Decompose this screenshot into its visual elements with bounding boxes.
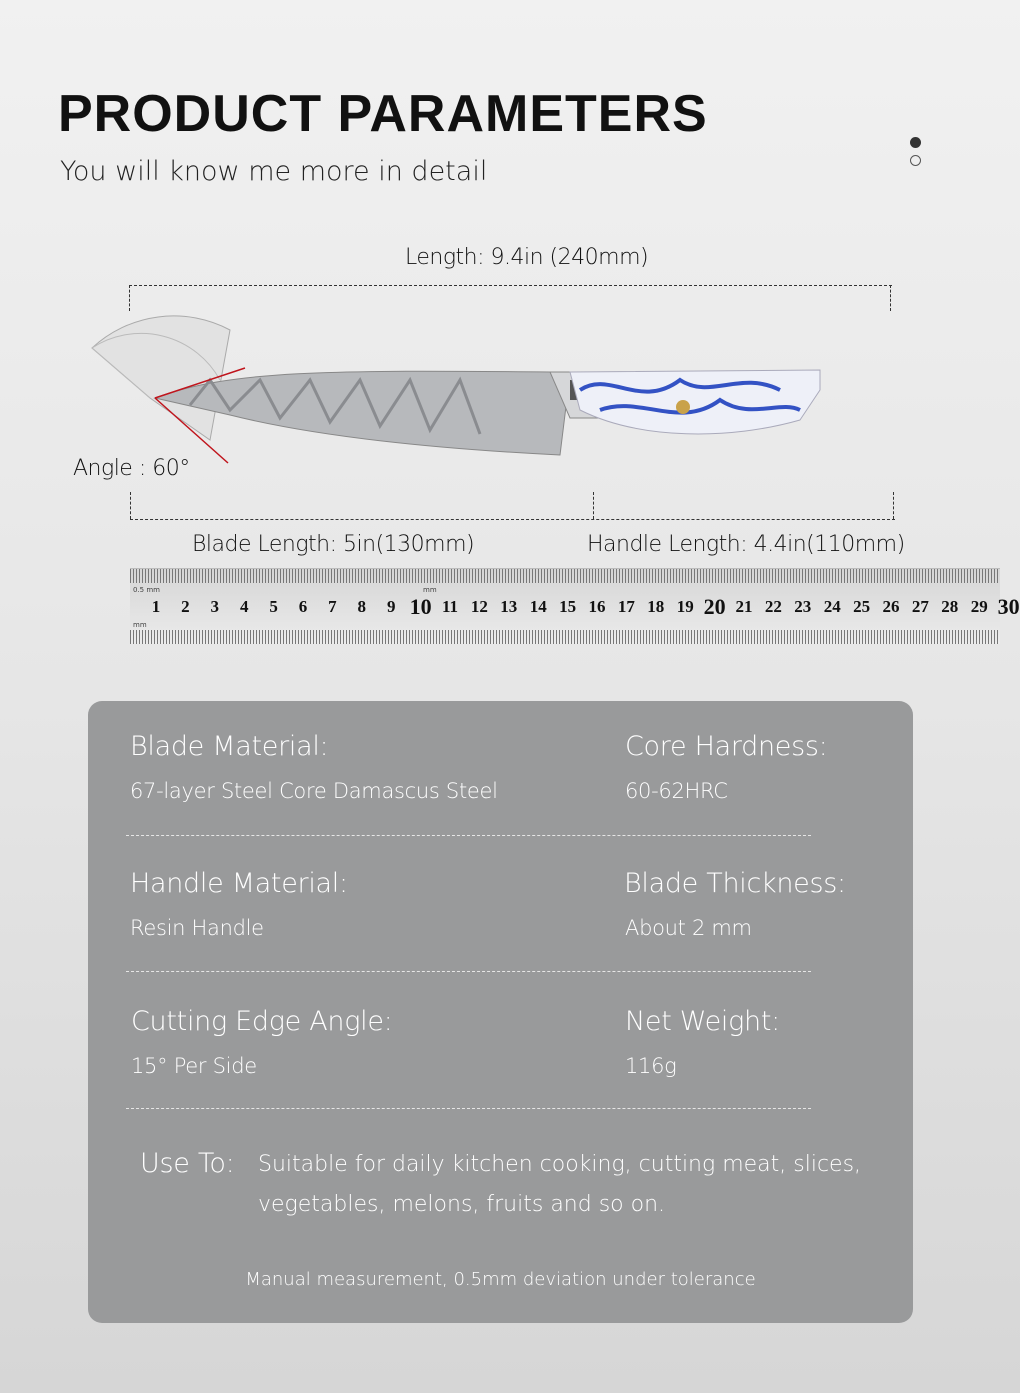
ruler-number: 23 xyxy=(794,597,812,616)
ruler-number: 16 xyxy=(588,597,606,616)
tolerance-note: Manual measurement, 0.5mm deviation under tolerance xyxy=(245,1269,756,1290)
ruler-number: 15 xyxy=(559,597,577,616)
handle-length-label: Handle Length: 4.4in(110mm) xyxy=(587,532,905,557)
divider xyxy=(126,835,811,836)
ruler-number: 14 xyxy=(529,597,547,616)
blade-length-label: Blade Length: 5in(130mm) xyxy=(192,532,475,557)
ruler-number: 5 xyxy=(269,597,278,616)
ruler-number: 3 xyxy=(210,597,220,616)
ruler-number: 7 xyxy=(328,597,337,616)
spec-value-core-hardness: 60-62HRC xyxy=(625,779,728,803)
pager-dot[interactable] xyxy=(910,155,921,166)
ruler-number: 25 xyxy=(853,597,871,616)
ruler-number: 10 xyxy=(409,594,432,619)
knife-image xyxy=(80,300,840,500)
ruler-unit-top: 0.5 mm xyxy=(133,586,160,594)
ruler-number: 1 xyxy=(151,597,161,616)
total-length-label: Length: 9.4in (240mm) xyxy=(405,245,649,270)
ruler xyxy=(130,568,1020,644)
ruler-number: 9 xyxy=(386,597,396,616)
length-tick-right xyxy=(890,285,891,311)
blade-handle-dimension-line xyxy=(130,519,895,520)
blade-handle-divider xyxy=(593,492,594,519)
ruler-number: 13 xyxy=(500,597,518,616)
specs-card xyxy=(88,701,913,1323)
ruler-number: 28 xyxy=(941,597,959,616)
length-dimension-line xyxy=(129,285,892,286)
use-to-line-1: Suitable for daily kitchen cooking, cutting meat, slices, xyxy=(258,1152,862,1177)
spec-value-net-weight: 116g xyxy=(625,1054,677,1078)
spec-label-net-weight: Net Weight: xyxy=(625,1006,780,1037)
spec-value-blade-material: 67-layer Steel Core Damascus Steel xyxy=(130,779,498,803)
page-title: PRODUCT PARAMETERS xyxy=(58,85,708,143)
spec-label-blade-thickness: Blade Thickness: xyxy=(624,868,846,899)
use-to-label: Use To: xyxy=(140,1148,235,1179)
ruler-number: 11 xyxy=(441,597,459,616)
spec-value-blade-thickness: About 2 mm xyxy=(625,916,752,940)
ruler-number: 8 xyxy=(357,597,367,616)
ruler-number: 29 xyxy=(970,597,988,616)
spec-value-handle-material: Resin Handle xyxy=(130,916,264,940)
spec-value-edge-angle: 15° Per Side xyxy=(131,1054,257,1078)
spec-label-blade-material: Blade Material: xyxy=(130,731,329,762)
ruler-number: 21 xyxy=(735,597,753,616)
ruler-number: 12 xyxy=(470,597,488,616)
ruler-number: 2 xyxy=(181,597,190,616)
protractor-icon xyxy=(92,316,230,440)
ruler-number: 20 xyxy=(703,594,726,619)
ruler-number: 27 xyxy=(911,597,929,616)
ruler-number: 24 xyxy=(823,597,841,616)
divider xyxy=(126,971,811,972)
ruler-number: 19 xyxy=(676,597,694,616)
handle-tick-right xyxy=(893,492,894,519)
ruler-unit-mid: mm xyxy=(423,586,437,594)
divider xyxy=(126,1108,811,1109)
ruler-number: 4 xyxy=(239,597,249,616)
use-to-line-2: vegetables, melons, fruits and so on. xyxy=(258,1192,666,1217)
pager-dot-active[interactable] xyxy=(910,137,921,148)
ruler-number: 22 xyxy=(764,597,782,616)
ruler-number: 26 xyxy=(882,597,900,616)
page-subtitle: You will know me more in detail xyxy=(60,156,488,187)
spec-label-core-hardness: Core Hardness: xyxy=(625,731,828,762)
angle-label: Angle : 60° xyxy=(73,456,190,481)
ruler-number: 17 xyxy=(617,597,635,616)
ruler-number: 6 xyxy=(298,597,308,616)
ruler-unit-bottom: mm xyxy=(133,621,147,629)
ruler-number: 30 xyxy=(997,594,1020,619)
spec-label-handle-material: Handle Material: xyxy=(130,868,348,899)
blade-tick-left xyxy=(130,492,131,519)
ruler-number: 18 xyxy=(647,597,665,616)
spec-label-edge-angle: Cutting Edge Angle: xyxy=(131,1006,393,1037)
